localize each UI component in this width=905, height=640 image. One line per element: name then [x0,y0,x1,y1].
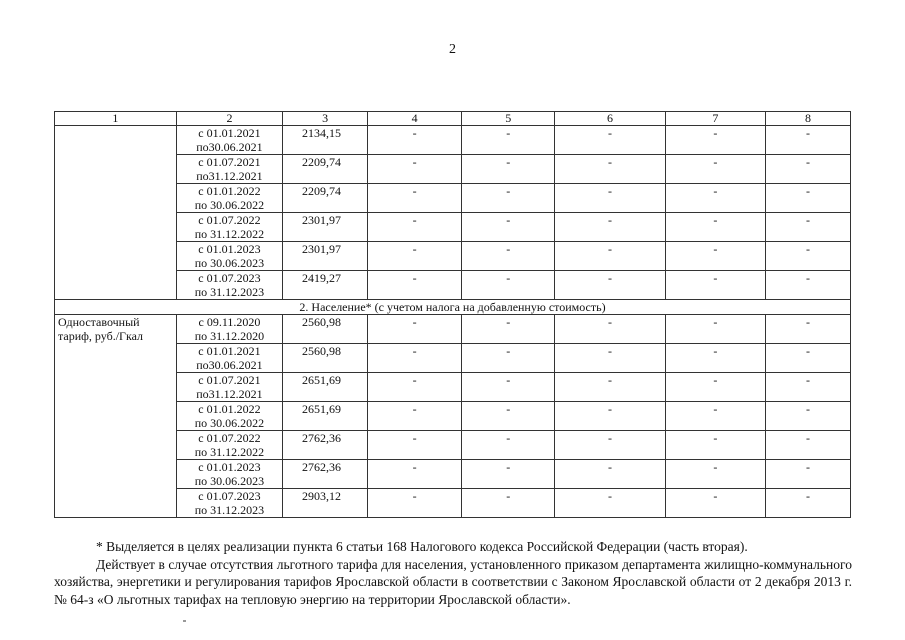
empty-dash-cell: - [665,155,765,184]
column-number: 8 [766,112,851,126]
empty-dash-cell: - [555,242,665,271]
empty-dash-cell: - [368,155,462,184]
empty-dash-cell: - [766,431,851,460]
empty-dash-cell: - [665,431,765,460]
section-title: 2. Население* (с учетом налога на добавленную стоимость) [55,300,851,315]
empty-dash-cell: - [665,373,765,402]
column-number: 3 [283,112,368,126]
empty-dash-cell: - [665,315,765,344]
section-header-row [55,300,851,315]
empty-dash-cell: - [665,460,765,489]
empty-dash-cell: - [462,489,555,518]
footnote-validity: Действует в случае отсутствия льготного тарифа для населения, установленного приказом департамента жилищно-коммунального хозяйства, энергетики и регулирования тарифов Ярославской области в соответствии с Законом Ярославской области от 2 декабря 2013 г. № 64-з «О льготных тарифах на тепловую энергию на территории Ярославской области». [54,556,852,607]
empty-dash-cell: - [462,242,555,271]
tariff-value: 2209,74 [283,184,368,213]
tariff-value: 2762,36 [283,431,368,460]
period-to: по30.06.2021 [196,358,263,372]
empty-dash-cell: - [368,315,462,344]
column-number: 7 [665,112,765,126]
tariff-value: 2209,74 [283,155,368,184]
empty-dash-cell: - [462,344,555,373]
period-from: с 01.01.2022 [198,402,261,416]
tariff-value: 2651,69 [283,373,368,402]
empty-dash-cell: - [555,344,665,373]
period-to: по 31.12.2022 [194,445,265,459]
row-label-empty [55,126,177,300]
column-number: 1 [55,112,177,126]
empty-dash-cell: - [462,184,555,213]
tariff-row [55,315,851,344]
tariff-value: 2560,98 [283,315,368,344]
period-to: по 31.12.2023 [194,285,265,299]
empty-dash-cell: - [766,271,851,300]
period-cell [176,373,282,402]
tariff-value: 2651,69 [283,402,368,431]
empty-dash-cell: - [766,315,851,344]
tariff-table-body [55,112,851,518]
period-from: с 01.01.2023 [198,242,261,256]
page-number: 2 [449,42,456,57]
empty-dash-cell: - [462,373,555,402]
tariff-value: 2134,15 [283,126,368,155]
column-number: 6 [555,112,665,126]
empty-dash-cell: - [368,431,462,460]
tariff-value: 2762,36 [283,460,368,489]
period-to: по30.06.2021 [196,140,263,154]
empty-dash-cell: - [462,402,555,431]
footnote-vat: * Выделяется в целях реализации пункта 6 статьи 168 Налогового кодекса Российской Федерации (часть вторая). [96,539,748,554]
period-cell [176,315,282,344]
period-cell [176,344,282,373]
column-number: 2 [176,112,282,126]
period-from: с 01.07.2021 [198,155,261,169]
period-cell [176,489,282,518]
empty-dash-cell: - [766,489,851,518]
empty-dash-cell: - [766,155,851,184]
tariff-table [54,111,851,518]
empty-dash-cell: - [462,213,555,242]
empty-dash-cell: - [555,155,665,184]
empty-dash-cell: - [462,431,555,460]
period-from: с 01.07.2023 [198,271,261,285]
period-from: с 09.11.2020 [198,315,261,329]
period-from: с 01.07.2022 [198,213,261,227]
empty-dash-cell: - [665,344,765,373]
empty-dash-cell: - [555,489,665,518]
period-to: по 31.12.2023 [194,503,265,517]
period-cell [176,402,282,431]
period-to: по31.12.2021 [196,169,263,183]
empty-dash-cell: - [665,271,765,300]
period-to: по 31.12.2020 [194,329,265,343]
empty-dash-cell: - [555,126,665,155]
empty-dash-cell: - [665,126,765,155]
period-cell [176,126,282,155]
column-number-row [55,112,851,126]
empty-dash-cell: - [462,315,555,344]
column-number: 5 [462,112,555,126]
period-to: по 30.06.2022 [194,198,265,212]
period-cell [176,155,282,184]
period-to: по 31.12.2022 [194,227,265,241]
empty-dash-cell: - [555,431,665,460]
empty-dash-cell: - [368,213,462,242]
period-to: по 30.06.2023 [194,474,265,488]
empty-dash-cell: - [368,344,462,373]
empty-dash-cell: - [555,271,665,300]
empty-dash-cell: - [462,155,555,184]
empty-dash-cell: - [766,213,851,242]
empty-dash-cell: - [555,213,665,242]
period-from: с 01.07.2021 [198,373,261,387]
period-cell [176,242,282,271]
row-label: Одноставочный тариф, руб./Гкал [55,315,177,518]
empty-dash-cell: - [665,213,765,242]
period-cell [176,460,282,489]
period-to: по 30.06.2023 [194,256,265,270]
empty-dash-cell: - [766,242,851,271]
period-cell [176,431,282,460]
empty-dash-cell: - [766,373,851,402]
tariff-value: 2560,98 [283,344,368,373]
empty-dash-cell: - [462,271,555,300]
empty-dash-cell: - [766,126,851,155]
empty-dash-cell: - [766,344,851,373]
period-from: с 01.01.2022 [198,184,261,198]
period-from: с 01.01.2021 [198,126,261,140]
empty-dash-cell: - [368,460,462,489]
tariff-value: 2419,27 [283,271,368,300]
tariff-value: 2301,97 [283,242,368,271]
empty-dash-cell: - [368,271,462,300]
period-cell [176,271,282,300]
empty-dash-cell: - [665,242,765,271]
tariff-value: 2301,97 [283,213,368,242]
tariff-row [55,126,851,155]
empty-dash-cell: - [462,126,555,155]
empty-dash-cell: - [555,460,665,489]
empty-dash-cell: - [766,460,851,489]
column-number: 4 [368,112,462,126]
empty-dash-cell: - [368,373,462,402]
empty-dash-cell: - [665,402,765,431]
empty-dash-cell: - [368,184,462,213]
tariff-value: 2903,12 [283,489,368,518]
empty-dash-cell: - [368,402,462,431]
empty-dash-cell: - [368,242,462,271]
period-from: с 01.07.2022 [198,431,261,445]
empty-dash-cell: - [555,402,665,431]
period-from: с 01.07.2023 [198,489,261,503]
period-cell [176,184,282,213]
scan-speck [183,620,186,622]
empty-dash-cell: - [766,184,851,213]
empty-dash-cell: - [462,460,555,489]
empty-dash-cell: - [368,489,462,518]
period-to: по 30.06.2022 [194,416,265,430]
empty-dash-cell: - [555,184,665,213]
period-cell [176,213,282,242]
empty-dash-cell: - [555,315,665,344]
empty-dash-cell: - [665,489,765,518]
empty-dash-cell: - [555,373,665,402]
footnotes [54,538,852,608]
empty-dash-cell: - [766,402,851,431]
period-from: с 01.01.2023 [198,460,261,474]
period-from: с 01.01.2021 [198,344,261,358]
empty-dash-cell: - [665,184,765,213]
empty-dash-cell: - [368,126,462,155]
period-to: по31.12.2021 [196,387,263,401]
